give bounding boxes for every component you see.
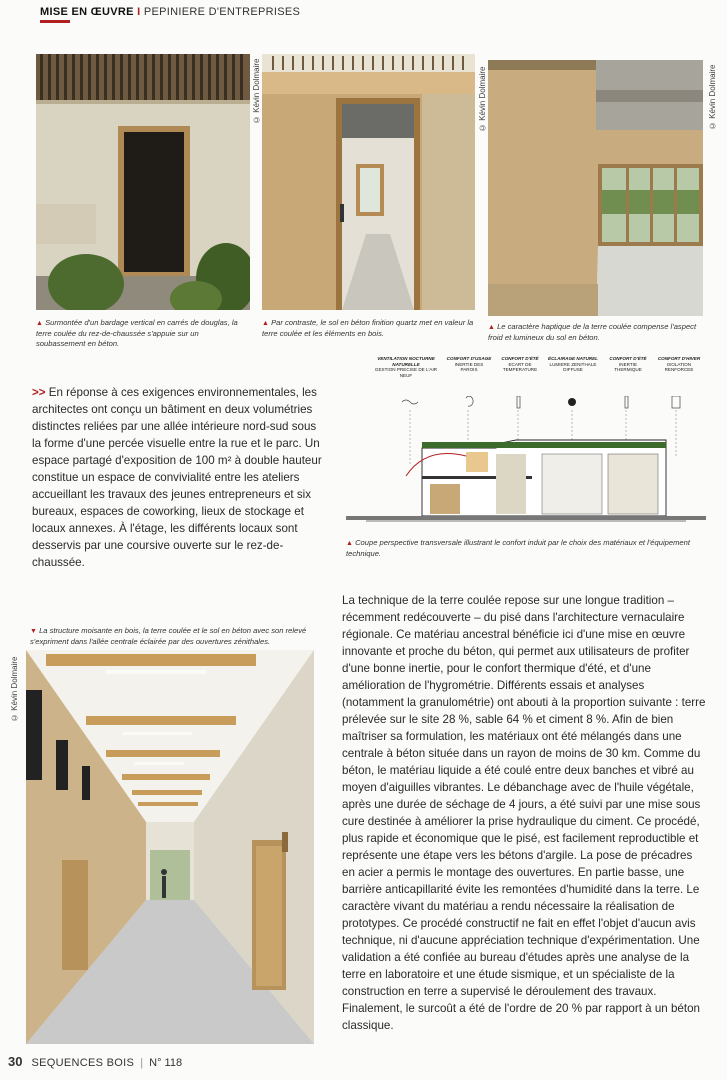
diagram-label-title: CONFORT D'ÉTÉ (501, 356, 539, 361)
caption-photo-3-text: Le caractère haptique de la terre coulée compense l'aspect froid et lumineux du sol en béton. (488, 322, 697, 342)
thermometer-icon (517, 396, 520, 408)
page-footer: 30 SEQUENCES BOIS | N° 118 (8, 1054, 183, 1069)
diagram-label-title: VENTILATION NOCTURNE NATURELLE (377, 356, 435, 367)
photo-facade-window (36, 54, 250, 310)
caption-photo-2 (262, 318, 475, 339)
section-title: MISE EN ŒUVRE (40, 6, 134, 18)
diagram-label-confort-ete-2 (606, 356, 650, 373)
magazine-name: SEQUENCES BOIS (31, 1057, 135, 1069)
caption-marker-icon: ▲ (488, 324, 495, 331)
page-number: 30 (8, 1054, 23, 1069)
intro-text: En réponse à ces exigences environnementales, les architectes ont conçu un bâtiment en deux volumétries distinctes reliées par une allée intérieure nord-sud sous la forme d'une percée visuelle entre la rue et le parc. Un espace partagé d'exposition de 100 m² à double hauteur constitue un espace de convivialité entre les ateliers accueillant les travaux des jeunes entrepreneurs et six bureaux, espaces de coworking, lieux de stockage et locaux annexes. À l'étage, les différents locaux sont desservis par une coursive ouverte sur le rez-de-chaussée. (32, 386, 322, 569)
header-accent-bar (40, 20, 70, 23)
diagram-labels (346, 356, 706, 396)
diagram-label-ventilation (374, 356, 438, 378)
diagram-label-sub: ECART DE TEMPERATURE (502, 361, 538, 372)
credit-photo-2: © Kévin Dolmaire (252, 58, 261, 124)
caption-marker-icon: ▼ (30, 628, 37, 635)
sun-icon (568, 398, 576, 406)
credit-photo-3a: © Kévin Dolmaire (478, 66, 487, 132)
diagram-label-title: ÉCLAIRAGE NATUREL (548, 356, 598, 361)
diagram-label-sub: INERTIE DES PAROIS (454, 361, 484, 372)
caption-marker-icon: ▲ (346, 540, 353, 547)
ear-icon (466, 396, 473, 406)
photo-interior-earth-wall (488, 60, 703, 316)
insulation-icon (672, 396, 680, 408)
diagram-label-confort-usage (446, 356, 492, 373)
photo-corridor (26, 650, 314, 1044)
photo-door-corridor (262, 54, 475, 310)
wind-icon (402, 400, 418, 404)
diagram-label-confort-ete (498, 356, 542, 373)
credit-photo-3b: © Kévin Dolmaire (708, 64, 717, 130)
header-separator: I (137, 6, 141, 18)
caption-photo-4-text: La structure moisante en bois, la terre coulée et le sol en béton avec son relevé s'expriment dans l'allée centrale éclairée par des ouvertures zénithales. (30, 626, 307, 646)
diagram-label-sub: LUMIERE ZENITHALE DIFFUSE (549, 361, 597, 372)
diagram-label-sub: ISOLATION RENFORCEE (664, 361, 694, 372)
diagram-label-confort-hiver (654, 356, 704, 373)
caption-photo-3 (488, 322, 703, 343)
caption-photo-1-text: Surmontée d'un bardage vertical en carrés de douglas, la terre coulée du rez-de-chaussée s'appuie sur un soubassement en béton. (36, 318, 238, 348)
thermometer-icon-2 (625, 396, 628, 408)
intro-marker: >> (32, 386, 46, 399)
diagram-label-eclairage (546, 356, 600, 373)
diagram-label-sub: GESTION PRECISE DE L'AIR NEUF (374, 367, 438, 378)
credit-photo-4: © Kévin Dolmaire (10, 656, 19, 722)
section-drawing (346, 396, 706, 532)
diagram-label-title: CONFORT D'USAGE (446, 356, 492, 361)
section-subtitle: PEPINIERE D'ENTREPRISES (143, 6, 301, 18)
diagram-label-title: CONFORT D'HIVER (657, 356, 701, 361)
caption-photo-4 (30, 626, 330, 647)
caption-marker-icon: ▲ (36, 320, 43, 327)
diagram-label-title: CONFORT D'ÉTÉ (609, 356, 647, 361)
caption-diagram (346, 538, 706, 559)
caption-marker-icon: ▲ (262, 320, 269, 327)
main-paragraph: La technique de la terre coulée repose sur une longue tradition – récemment redécouverte – du pisé dans l'architecture vernaculaire régionale. Ce matériau ancestral bénéficie ici d'une mise en œuvre innovante et proche du béton, qui permet aux utilisateurs de profiter d'une bonne inertie, pour le confort thermique d'été, et d'une amélioration de l'hygrométrie. Différents essais et analyses (notamment la granulométrie) ont abouti à la proportion suivante : terre prélevée sur le site 28 %, sable 64 % et ciment 8 %. Afin de bien maîtriser sa formulation, les matériaux ont été mélangés dans une centrale à béton située dans un rayon de moins de 30 km. Comme du béton, le matériau liquide a été coulé entre deux banches et vibré au moyen d'aiguilles vibrantes. Le débanchage avec de l'huile végétale, après une durée de séchage de 4 jours, a été suivi par une mise sous cure destinée à améliorer la prise hydraulique du ciment. Ce procédé, plus rapide et économique que le pisé, est facilement reproductible et représente une étape vers les bétons d'argile. La pose de précadres en acier a permis le montage des ouvertures. En partie basse, une barrière anticapillarité évite les remontées d'humidité dans la terre. Le caractère vivant du matériau a rendu nécessaire la réalisation de prototypes. Ce procédé constructif ne fait en effet l'objet d'aucun avis technique, ni d'aucune appréciation technique d'expérimentation. Une validation a été confiée au bureau d'études après une analyse de la terre en laboratoire et une étude sismique, et un spécialiste de la construction en terre a supervisé le déroulement des travaux. Finalement, le surcoût a été de l'ordre de 20 % par rapport à un béton classique. (342, 594, 706, 1032)
caption-photo-1 (36, 318, 250, 349)
running-header (40, 6, 300, 18)
caption-diagram-text: Coupe perspective transversale illustrant le confort induit par le choix des matériaux et l'équipement technique. (346, 538, 690, 558)
intro-paragraph (32, 384, 322, 571)
caption-photo-2-text: Par contraste, le sol en béton finition quartz met en valeur la terre coulée et les éléments en bois. (262, 318, 474, 338)
section-diagram (346, 356, 706, 532)
diagram-label-sub: INERTIE THERMIQUE (614, 361, 642, 372)
issue-number: N° 118 (149, 1057, 183, 1069)
